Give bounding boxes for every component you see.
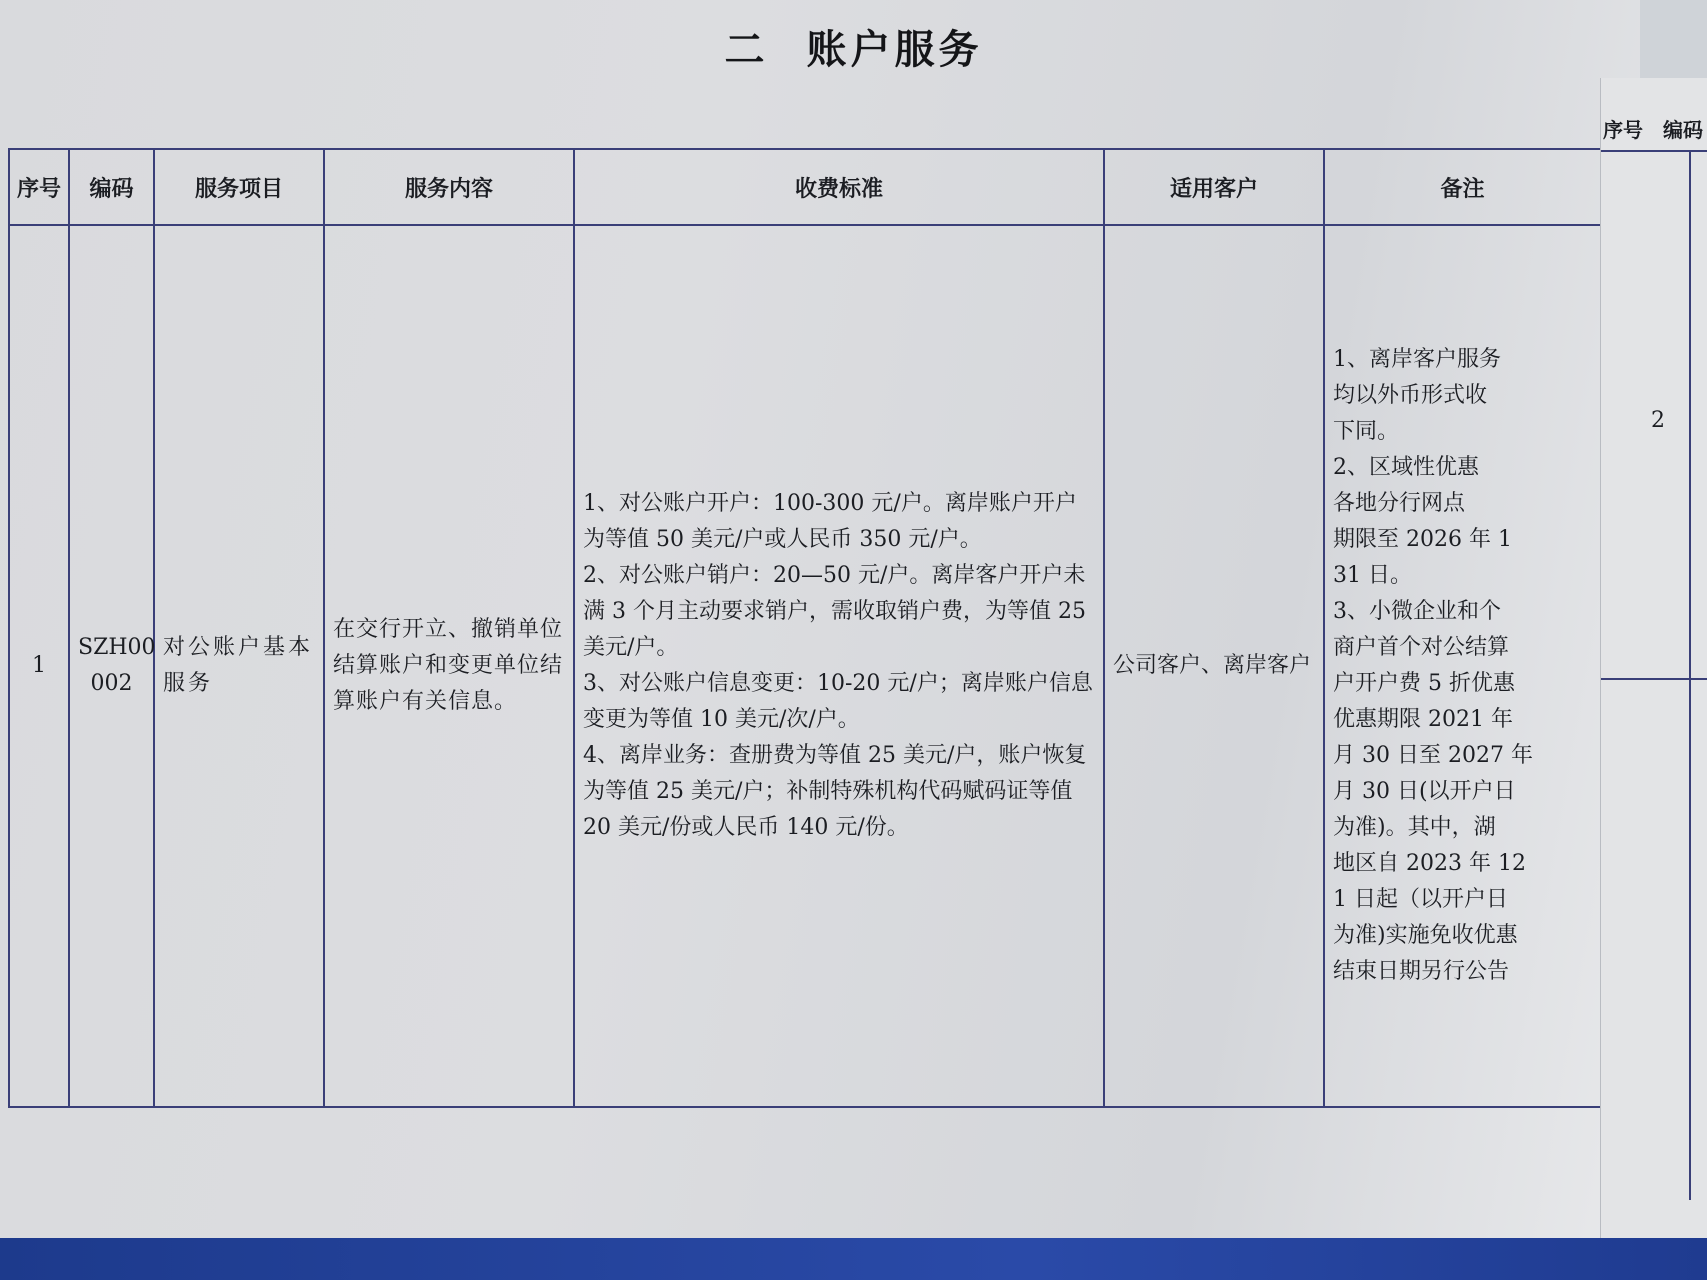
note-line: 31 日。 <box>1333 563 1412 588</box>
cell-fee <box>574 225 1104 1107</box>
note-line: 期限至 2026 年 1 <box>1333 527 1512 552</box>
next-page-header <box>1601 100 1707 152</box>
code-line-1: SZH00 <box>78 635 156 660</box>
header-item: 服务项目 <box>154 149 324 225</box>
note-line: 优惠期限 2021 年 <box>1333 707 1513 732</box>
cell-item: 对公账户基本服务 <box>154 225 324 1107</box>
cell-seq: 1 <box>9 225 69 1107</box>
header-seq: 序号 <box>9 149 69 225</box>
cell-customer: 公司客户、离岸客户 <box>1104 225 1324 1107</box>
note-line: 3、小微企业和个 <box>1333 599 1501 624</box>
note-line: 均以外币形式收 <box>1333 383 1488 408</box>
cell-code <box>69 225 154 1107</box>
fee-item-1: 1、对公账户开户：100-300 元/户。离岸账户开户为等值 50 美元/户或人民币 350 元/户。 <box>583 491 1077 552</box>
header-customer: 适用客户 <box>1104 149 1324 225</box>
note-line: 月 30 日(以开户日 <box>1333 779 1516 804</box>
note-line: 结束日期另行公告 <box>1333 959 1510 984</box>
section-number: 二 <box>724 27 769 73</box>
note-line: 为准)实施免收优惠 <box>1333 923 1518 948</box>
note-line: 2、区域性优惠 <box>1333 455 1479 480</box>
note-line: 1 日起（以开户日 <box>1333 887 1508 912</box>
section-title <box>0 18 1707 75</box>
next-header-code: 编码 <box>1663 118 1703 142</box>
cell-content: 在交行开立、撤销单位结算账户和变更单位结算账户有关信息。 <box>324 225 574 1107</box>
note-line: 户开户费 5 折优惠 <box>1333 671 1515 696</box>
note-line: 下同。 <box>1333 419 1400 444</box>
table-row <box>9 225 1601 1107</box>
header-note: 备注 <box>1324 149 1601 225</box>
blue-cover-edge <box>0 1238 1707 1280</box>
table-divider <box>1601 678 1707 680</box>
note-line: 1、离岸客户服务 <box>1333 347 1501 372</box>
fee-item-3: 3、对公账户信息变更：10-20 元/户；离岸账户信息变更为等值 10 美元/次/户。 <box>583 671 1093 732</box>
code-line-2: 002 <box>90 671 133 696</box>
note-line: 月 30 日至 2027 年 <box>1333 743 1533 768</box>
fee-item-4: 4、离岸业务：查册费为等值 25 美元/户，账户恢复为等值 25 美元/户；补制特殊机构代码赋码证等值 20 美元/份或人民币 140 元/份。 <box>583 743 1087 840</box>
fee-item-2: 2、对公账户销户：20—50 元/户。离岸客户开户未满 3 个月主动要求销户，需收取销户费，为等值 25 美元/户。 <box>583 563 1086 660</box>
header-code: 编码 <box>69 149 154 225</box>
next-page-edge <box>1600 78 1707 1238</box>
fee-table <box>8 148 1602 1108</box>
table-divider <box>1689 150 1691 1200</box>
next-row-number: 2 <box>1651 408 1665 433</box>
note-line: 地区自 2023 年 12 <box>1333 851 1526 876</box>
header-fee: 收费标准 <box>574 149 1104 225</box>
note-line: 为准)。其中，湖 <box>1333 815 1496 840</box>
note-line: 各地分行网点 <box>1333 491 1466 516</box>
section-name: 账户服务 <box>806 27 983 73</box>
note-line: 商户首个对公结算 <box>1333 635 1510 660</box>
next-header-seq: 序号 <box>1603 118 1643 142</box>
cell-note <box>1324 225 1601 1107</box>
header-content: 服务内容 <box>324 149 574 225</box>
table-header-row <box>9 149 1601 225</box>
